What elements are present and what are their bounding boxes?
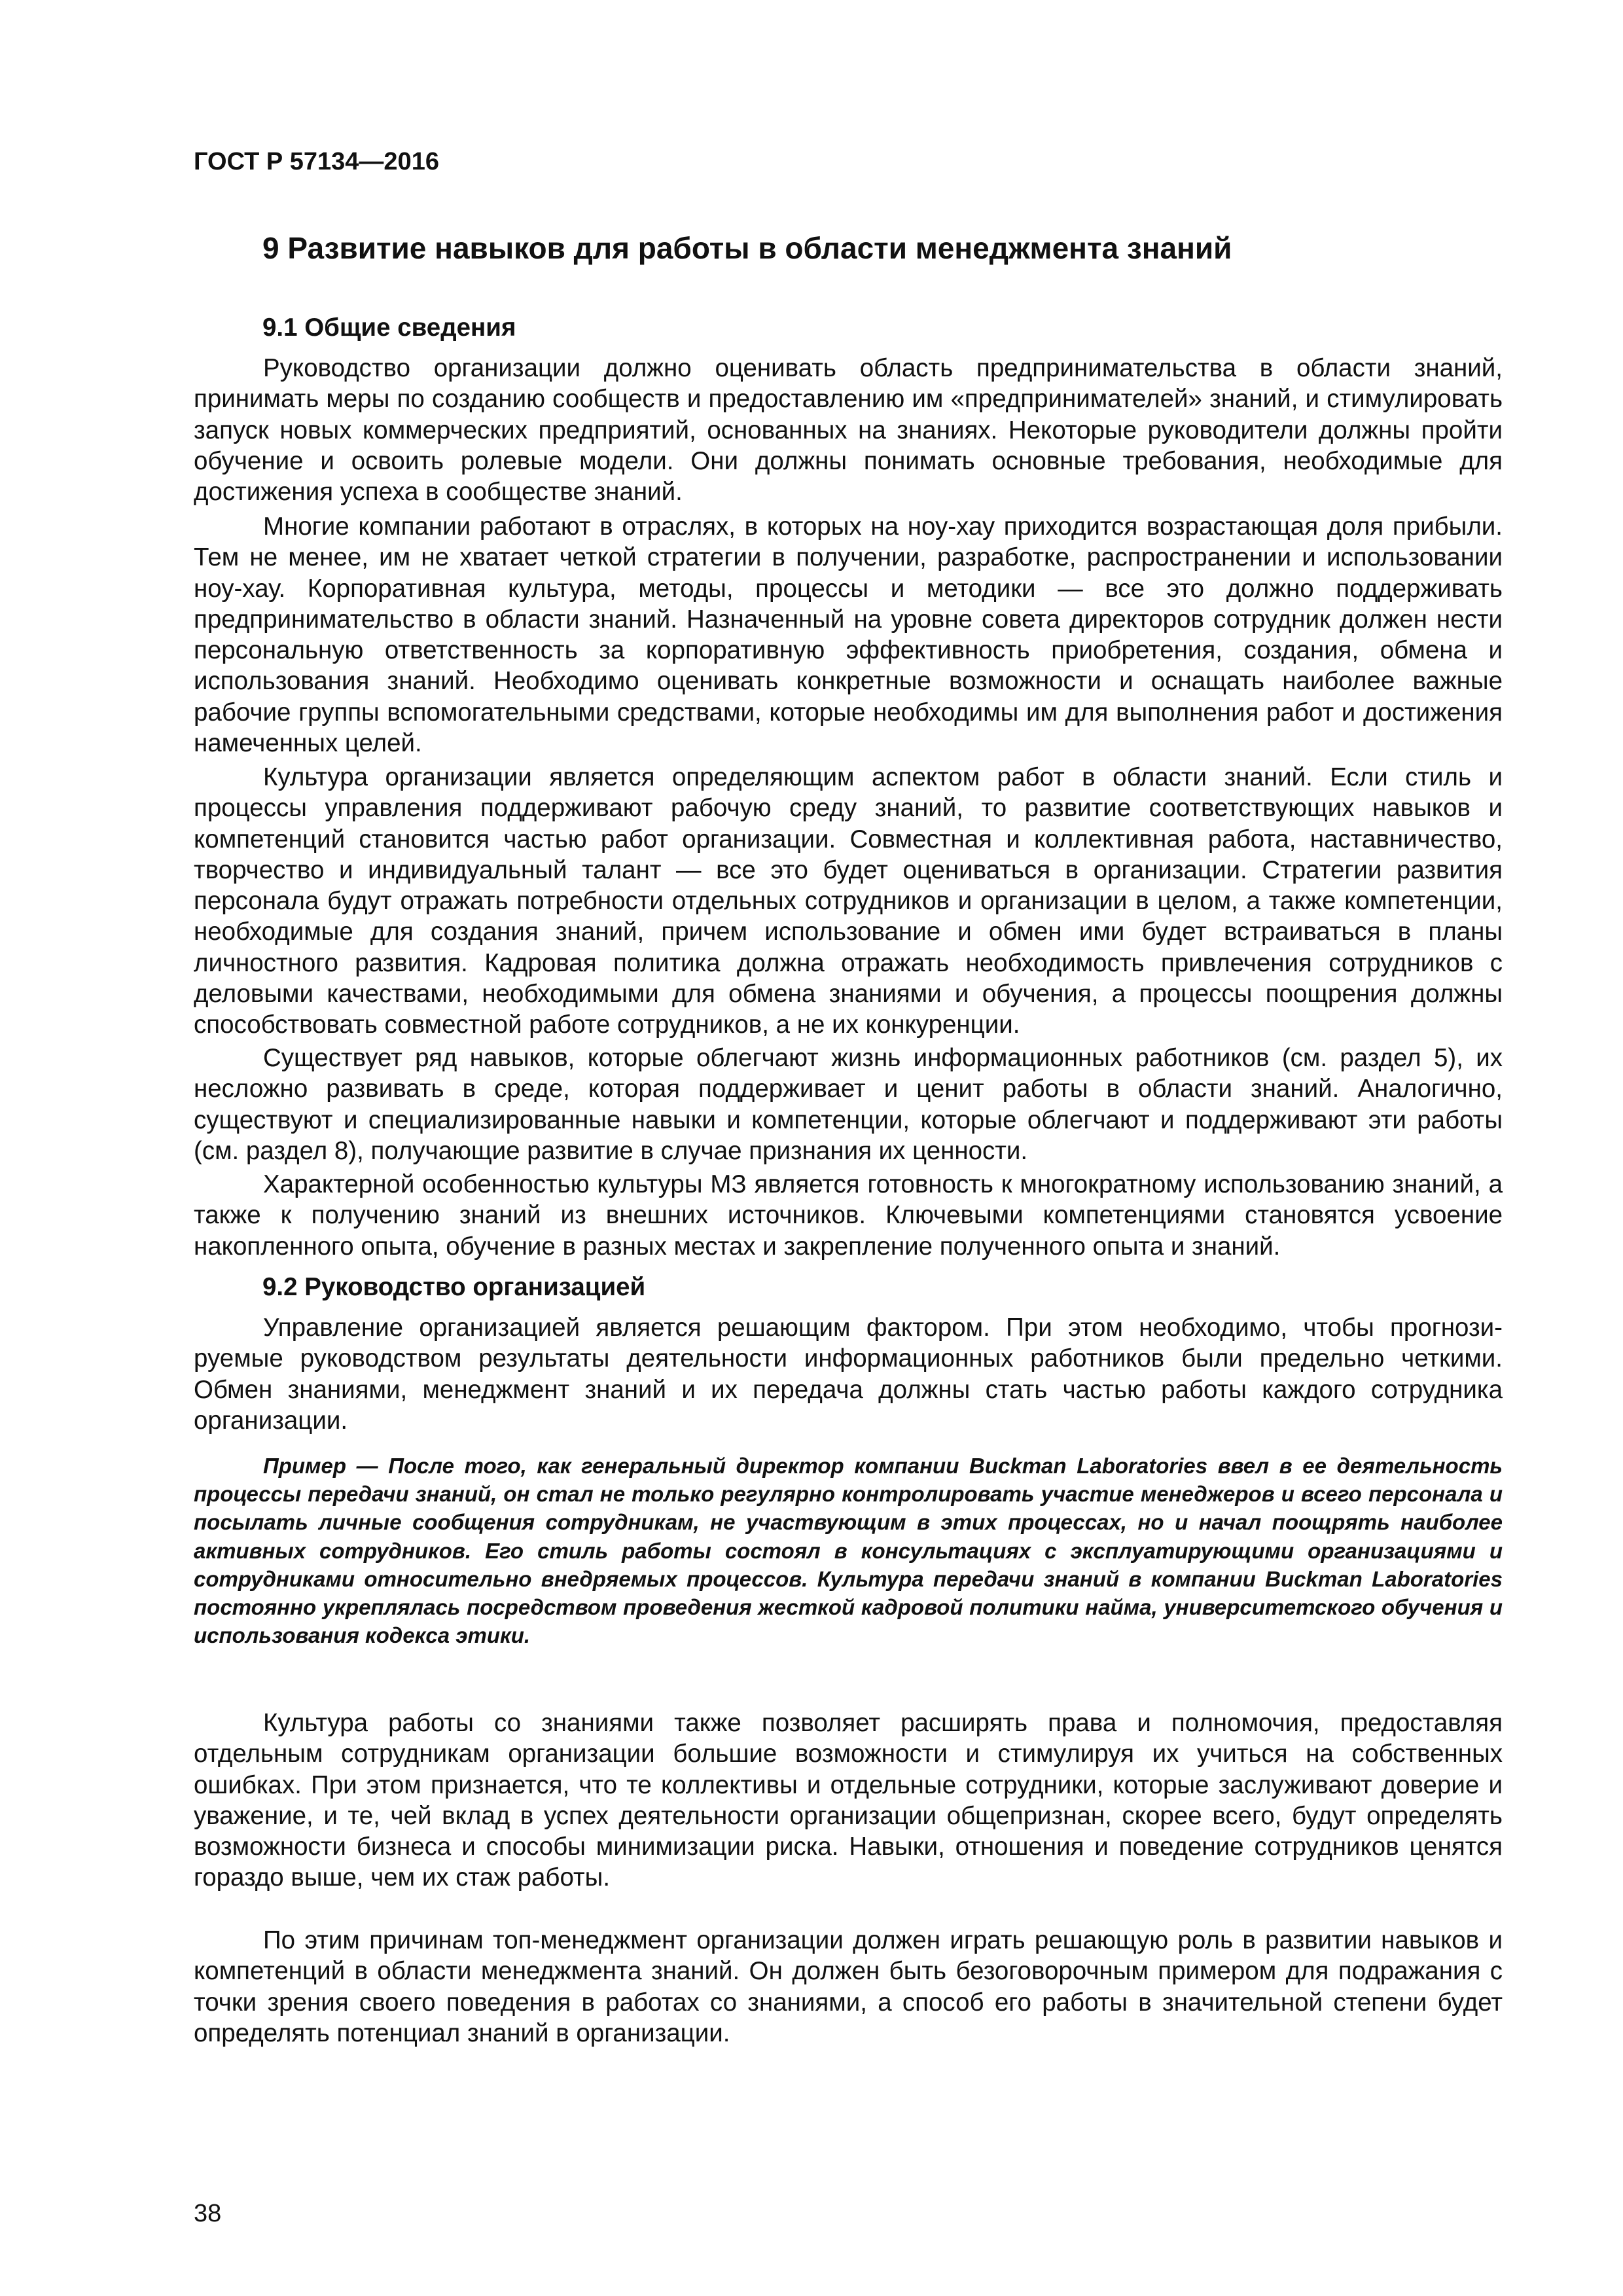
section-title: 9 Развитие навыков для работы в области менеджмента знаний xyxy=(262,231,1232,265)
paragraph: Руководство организации должно оценивать область предпринимательства в области знаний, принимать меры по созданию сообществ и предоставлению им «предпринимателей» знаний, и стимулировать запуск новых коммерческих предприятий, основанных на знаниях. Некоторые руководители должны пройти обучение и освоить ролевые модели. Они должны понимать основные требования, необходимые для достижения успеха в сообществе знаний. xyxy=(194,354,1503,507)
paragraph: Существует ряд навыков, которые облегчают жизнь информационных работников (см. раздел 5), их несложно развивать в среде, которая поддерживает и ценит работы в области знаний. Аналогично, существуют и специализированные навыки и компетенции, которые облегчают и поддерживают эти работы (см. раздел 8), получающие развитие в случае признания их ценности. xyxy=(194,1044,1503,1165)
paragraph: Культура работы со знаниями также позволяет расширять права и полномочия, предоставляя отдельным сотрудникам организации большие возможности и стимулируя их учиться на собственных ошибках. При этом признается, что те коллективы и отдельные сотрудники, которые заслуживают доверие и уважение, и те, чей вклад в успех деятельности организации общепризнан, скорее всего, будут определять возможности бизнеса и способы минимизации риска. Навыки, отношения и поведение сотрудников ценятся гораздо выше, чем их стаж работы. xyxy=(194,1709,1503,1892)
subsection-title-9-2: 9.2 Руководство организацией xyxy=(262,1273,646,1301)
example-note xyxy=(194,1452,1503,1649)
example-text: Пример — После того, как генеральный директор компании Buckman Laboratories ввел в ее деятельность процессы передачи знаний, он стал не только регулярно контролировать участие менеджеров и всего персонала и посылать личные сообщения сотрудникам, не участвующим в этих процессах, но и начал поощрять наиболее активных сотрудников. Его стиль работы состоял в консультациях с эксплуатирующими организациями и сотрудниками относительно внедряемых процессов. Культура передачи знаний в компании Buckman Laboratories постоянно укреплялась посредством проведения жесткой кадровой политики найма, университетского обучения и использования кодекса этики. xyxy=(194,1454,1503,1648)
paragraph: Культура организации является определяющим аспектом работ в области знаний. Если стиль и процессы управления поддерживают рабочую среду знаний, то развитие соответствующих навыков и компетенций становится частью работ организации. Совместная и коллективная работа, наставничество, творчество и индивидуальный талант — все это будет оцениваться в организации. Стратегии развития персонала будут отражать потребности отдельных сотрудников и организации в целом, а также компетенции, необходимые для создания знаний, причем использование и обмен ими будет встраиваться в планы личностного развития. Кадровая политика должна отражать необходимость привлечения сотрудников с деловыми качествами, необходимыми для обмена знаниями и обучения, а процессы поощрения должны способствовать совместной работе сотрудников, а не их конкуренции. xyxy=(194,763,1503,1039)
subsection-title-9-1: 9.1 Общие сведения xyxy=(262,314,516,342)
document-header: ГОСТ Р 57134—2016 xyxy=(194,148,439,175)
paragraph: Управление организацией является решающим фактором. При этом необходимо, чтобы прогнозируемые руководством результаты деятельности информационных работников были предельно четкими. Обмен знаниями, менеджмент знаний и их передача должны стать частью работы каждого сотрудника организации. xyxy=(194,1314,1503,1435)
example-indent xyxy=(194,1454,263,1478)
paragraph: По этим причинам топ-менеджмент организации должен играть решающую роль в развитии навыков и компетенций в области менеджмента знаний. Он должен быть безоговорочным примером для подражания с точки зрения своего поведения в работах со знаниями, а способ его работы в значительной степени будет определять потенциал знаний в организации. xyxy=(194,1926,1503,2047)
paragraph: Многие компании работают в отраслях, в которых на ноу-хау приходится возрастающая доля прибыли. Тем не менее, им не хватает четкой стратегии в получении, разработке, распространении и использовании ноу-хау. Корпоративная культура, методы, процессы и методики — все это должно поддерживать предпринимательство в области знаний. Назначенный на уровне совета директоров сотрудник должен нести персональную ответственность за корпоративную эффективность приобретения, создания, обмена и использования знаний. Необходимо оценивать конкретные возможности и оснащать наиболее важные рабочие группы вспомогательными средствами, которые необходимы им для выполнения работ и достижения намеченных целей. xyxy=(194,512,1503,758)
page-number: 38 xyxy=(194,2200,222,2227)
paragraph: Характерной особенностью культуры МЗ является готовность к многократному использованию знаний, а также к получению знаний из внешних источников. Ключевыми компетенциями становятся усвоение накопленного опыта, обучение в разных местах и закрепление полученного опыта и знаний. xyxy=(194,1170,1503,1261)
